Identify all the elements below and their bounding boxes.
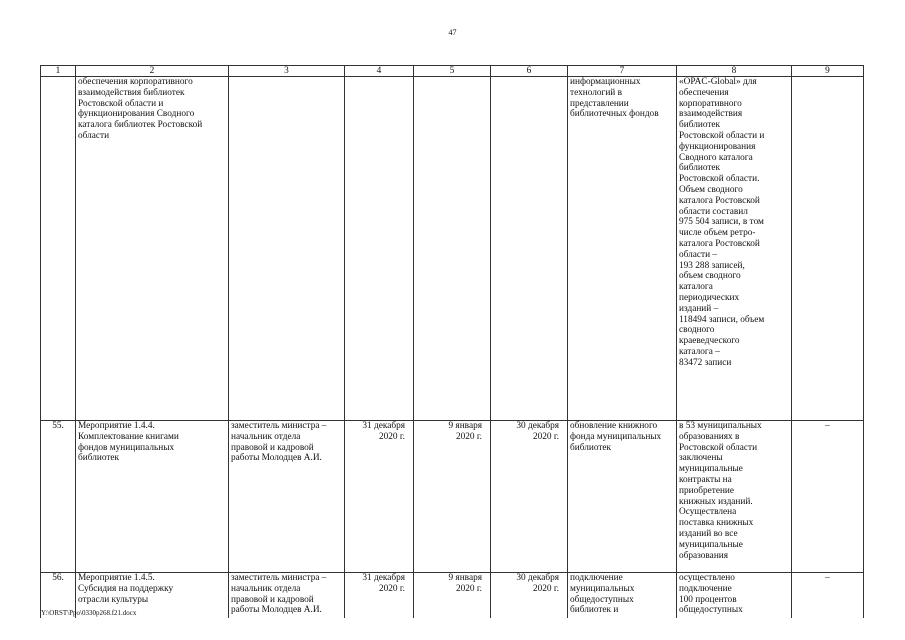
column-number-cell: 4 (345, 66, 414, 77)
column-number-cell: 9 (792, 66, 864, 77)
end-date-cell: 30 декабря 2020 г. (491, 573, 568, 618)
row-number-cell (41, 77, 76, 421)
column-number-cell: 1 (41, 66, 76, 77)
responsible-cell: заместитель министра – начальник отдела правовой и кадровой работы Молодцев А.И. (229, 573, 345, 618)
responsible-cell: заместитель министра – начальник отдела правовой и кадровой работы Молодцев А.И. (229, 421, 345, 573)
planned-result-cell: обновление книжного фонда муниципальных библиотек (568, 421, 677, 573)
table-row (41, 573, 864, 618)
row-number-cell: 56. (41, 573, 76, 618)
table-row (41, 77, 864, 421)
problems-cell: – (792, 573, 864, 618)
plan-date-cell: 9 января 2020 г. (414, 573, 491, 618)
activity-name-cell: Мероприятие 1.4.4. Комплектование книгами фондов муниципальных библиотек (76, 421, 229, 573)
problems-cell (792, 77, 864, 421)
start-date-cell: 31 декабря 2020 г. (345, 573, 414, 618)
plan-date-cell (414, 77, 491, 421)
start-date-cell: 31 декабря 2020 г. (345, 421, 414, 573)
table-row (41, 421, 864, 573)
activity-name-cell: обеспечения корпоративного взаимодействия библиотек Ростовской области и функционирования Сводного каталога библиотек Ростовской области (76, 77, 229, 421)
planned-result-cell: информационных технологий в представлении библиотечных фондов (568, 77, 677, 421)
column-number-cell: 8 (677, 66, 792, 77)
page-number: 47 (448, 28, 457, 37)
end-date-cell (491, 77, 568, 421)
activity-name-cell: Мероприятие 1.4.5. Субсидия на поддержку отрасли культуры (76, 573, 229, 618)
row-number-cell: 55. (41, 421, 76, 573)
file-path-footer: Y:\ORST\Ppo\0330p268.f21.docx (41, 609, 137, 617)
start-date-cell (345, 77, 414, 421)
planned-result-cell: подключение муниципальных общедоступных библиотек и (568, 573, 677, 618)
column-number-cell: 7 (568, 66, 677, 77)
actual-result-cell: осуществлено подключение 100 процентов общедоступных (677, 573, 792, 618)
end-date-cell: 30 декабря 2020 г. (491, 421, 568, 573)
column-number-cell: 2 (76, 66, 229, 77)
column-number-row (41, 66, 864, 77)
actual-result-cell: в 53 муниципальных образованиях в Ростовской области заключены муниципальные контракты на приобретение книжных изданий. Осуществлена поставка книжных изданий во все муниципальные образования (677, 421, 792, 573)
column-number-cell: 3 (229, 66, 345, 77)
column-number-cell: 5 (414, 66, 491, 77)
plan-date-cell: 9 января 2020 г. (414, 421, 491, 573)
report-table (40, 65, 864, 618)
responsible-cell (229, 77, 345, 421)
actual-result-cell: «OPAC-Global» для обеспечения корпоративного взаимодействия библиотек Ростовской области и функционирования Сводного каталога библиотек Ростовской области. Объем сводного каталога Ростовской области составил 975 504 записи, в том числе объем ретро- каталога Ростовской области – 193 288 записей, объем сводного каталога периодических изданий – 118494 записи, объем сводного краеведческого каталога – 83472 записи (677, 77, 792, 421)
problems-cell: – (792, 421, 864, 573)
column-number-cell: 6 (491, 66, 568, 77)
